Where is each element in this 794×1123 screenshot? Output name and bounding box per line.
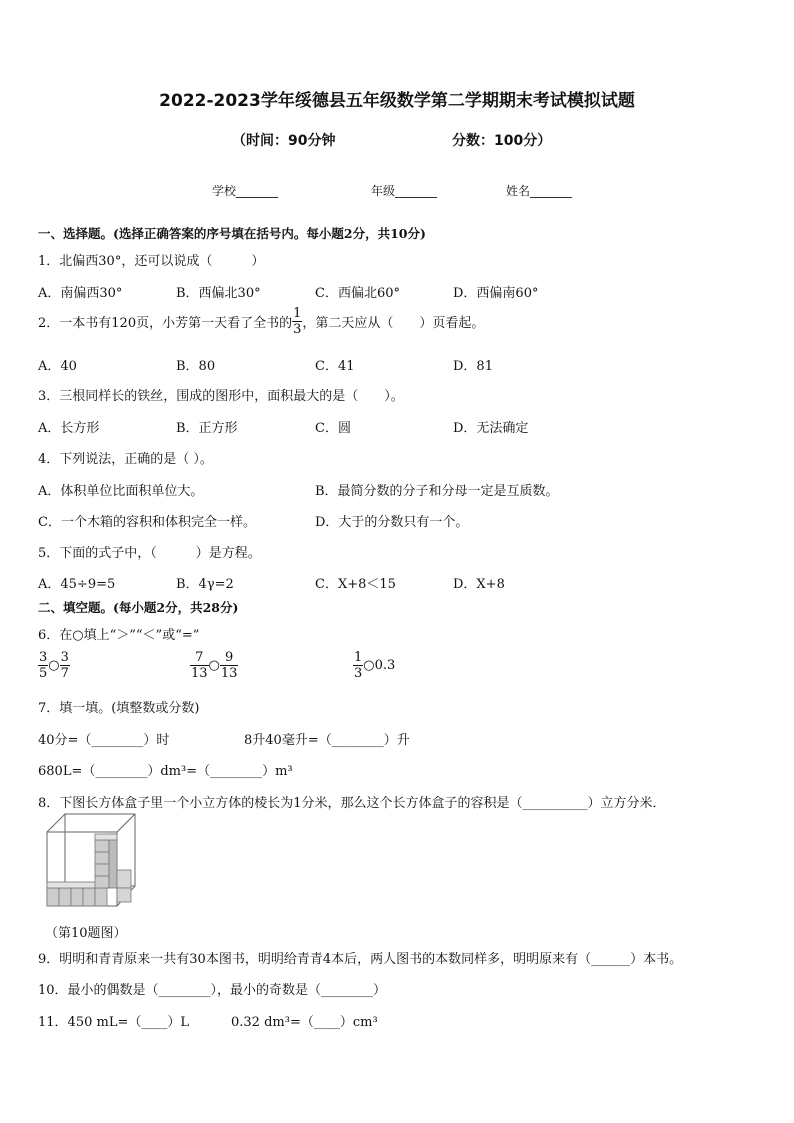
q6-p2-left-num: 7: [190, 650, 209, 666]
page-title: 2022-2023学年绥德县五年级数学第二学期期末考试模拟试题: [159, 91, 635, 111]
compare-circle[interactable]: ○: [208, 658, 220, 673]
figure-caption: （第10题图）: [45, 926, 127, 941]
q6-p1-left-den: 5: [39, 666, 48, 681]
q6-pair-3: [353, 650, 395, 681]
q2-option-a: A．40: [38, 359, 77, 374]
q7-line1-b: 8升40毫升=（________）升: [244, 733, 410, 748]
q6-p1-left-num: 3: [39, 650, 48, 665]
q9-stem: 9．明明和青青原来一共有30本图书，明明给青青4本后，两人图书的本数同样多，明明原来有（______）本书。: [38, 952, 683, 967]
q5-option-c: C．X+8＜15: [315, 577, 396, 592]
q3-stem: 3．三根同样长的铁丝，围成的图形中，面积最大的是（ ）。: [38, 389, 404, 404]
q1-option-d: D．西偏南60°: [453, 286, 539, 301]
q6-p3-right: 0.3: [374, 658, 396, 673]
q11-part-b: 0.32 dm³=（____）cm³: [231, 1015, 378, 1030]
q6-p3-left-den: 3: [354, 666, 363, 681]
q7-line2: 680L=（________）dm³=（________）m³: [38, 764, 293, 779]
q6-p1-right-den: 7: [60, 666, 69, 681]
q2-fraction-numerator: 1: [293, 306, 302, 321]
q6-pair-1: [38, 650, 70, 681]
section1-heading: 一、选择题。(选择正确答案的序号填在括号内。每小题2分，共10分): [38, 226, 426, 241]
school-field: 学校_______: [212, 184, 279, 198]
q4-option-d: D．大于的分数只有一个。: [315, 515, 469, 530]
q11-part-a: 11．450 mL=（____）L: [38, 1015, 189, 1030]
q5-option-b: B．4γ=2: [176, 577, 234, 592]
q2-option-c: C．41: [315, 359, 355, 374]
q10-stem: 10．最小的偶数是（________），最小的奇数是（________）: [38, 983, 387, 998]
q2-option-d: D．81: [453, 359, 493, 374]
q7-line1-a: 40分=（________）时: [38, 733, 170, 748]
q3-option-c: C．圆: [315, 421, 351, 436]
q7-stem: 7．填一填。(填整数或分数): [38, 701, 200, 716]
q1-option-c: C．西偏北60°: [315, 286, 400, 301]
q1-option-b: B．西偏北30°: [176, 286, 261, 301]
q4-option-a: A．体积单位比面积单位大。: [38, 484, 204, 499]
exam-time: （时间：90分钟: [232, 133, 336, 149]
q1-option-a: A．南偏西30°: [38, 286, 123, 301]
q3-option-b: B．正方形: [176, 421, 238, 436]
q6-pair-2: [190, 650, 238, 681]
q5-option-d: D．X+8: [453, 577, 505, 592]
q8-stem: 8．下图长方体盒子里一个小立方体的棱长为1分米，那么这个长方体盒子的容积是（__________）立方分米．: [38, 796, 666, 811]
q5-stem: 5．下面的式子中，（ ）是方程。: [38, 546, 261, 561]
q2-option-b: B．80: [176, 359, 216, 374]
q2-fraction: [292, 306, 302, 337]
q3-option-d: D．无法确定: [453, 421, 529, 436]
q5-option-a: A．45÷9=5: [38, 577, 116, 592]
q4-option-c: C．一个木箱的容积和体积完全一样。: [38, 515, 256, 530]
q6-p2-right-num: 9: [220, 650, 239, 666]
compare-circle[interactable]: ○: [48, 658, 60, 673]
q3-option-a: A．长方形: [38, 421, 100, 436]
q2-stem-pre: 2．一本书有120页，小芳第一天看了全书的: [38, 316, 293, 331]
section2-heading: 二、填空题。(每小题2分，共28分): [38, 600, 239, 615]
name-field: 姓名_______: [506, 184, 573, 198]
q6-p1-right-num: 3: [60, 650, 69, 665]
q6-stem: 6．在○填上“＞”“＜”或“=”: [38, 628, 200, 643]
q6-p2-left-den: 13: [191, 666, 208, 681]
grade-field: 年级_______: [371, 184, 438, 198]
q2-stem: [38, 306, 484, 337]
exam-score: 分数：100分）: [452, 133, 552, 149]
q1-stem: 1．北偏西30°，还可以说成（ ）: [38, 254, 265, 269]
cuboid-box-figure: [45, 812, 137, 908]
q2-stem-post: ，第二天应从（ ）页看起。: [302, 316, 485, 331]
q6-p2-right-den: 13: [220, 666, 238, 681]
q6-p3-left-num: 1: [354, 650, 363, 665]
q4-option-b: B．最简分数的分子和分母一定是互质数。: [315, 484, 559, 499]
q4-stem: 4．下列说法，正确的是（ ）。: [38, 452, 213, 467]
q2-fraction-denominator: 3: [293, 322, 302, 337]
compare-circle[interactable]: ○: [363, 658, 375, 673]
